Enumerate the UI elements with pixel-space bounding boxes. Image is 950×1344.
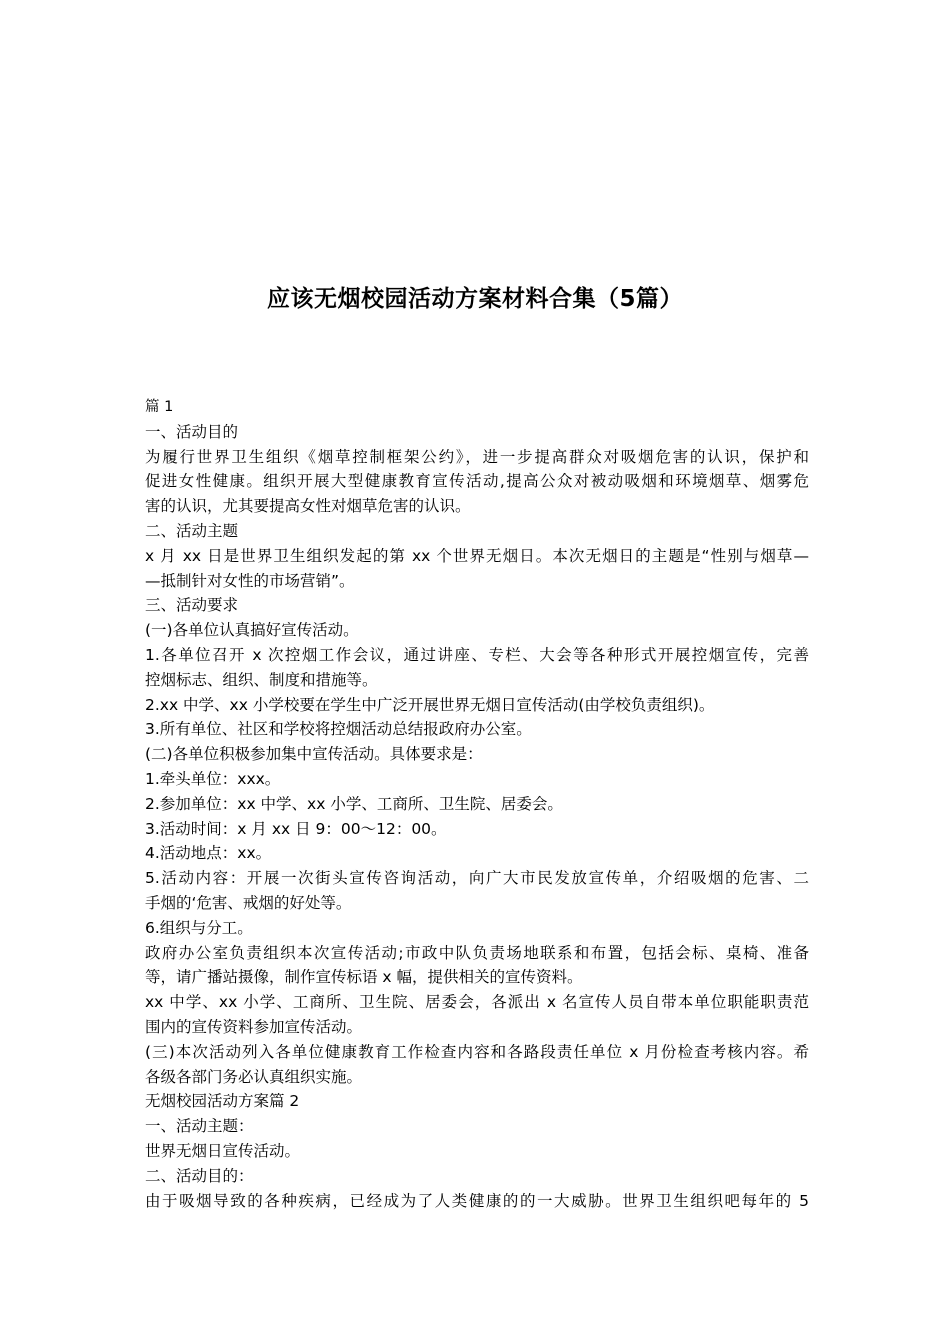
paragraph-line: 手烟的‘危害、戒烟的好处等。 (145, 893, 352, 912)
paragraph-line: 6.组织与分工。 (145, 918, 253, 937)
section-label-1: 篇 1 (145, 399, 174, 415)
paragraph-line: 世界无烟日宣传活动。 (145, 1141, 301, 1160)
heading-activity-purpose-2: 二、活动目的： (145, 1166, 254, 1185)
heading-activity-purpose: 一、活动目的 (145, 422, 239, 441)
subheading-line: (一)各单位认真搞好宣传活动。 (145, 621, 359, 640)
paragraph-line: 促进女性健康。组织开展大型健康教育宣传活动,提高公众对被动吸烟和环境烟草、烟雾危 (145, 472, 809, 491)
paragraph-line: 为履行世界卫生组织《烟草控制框架公约》，进一步提高群众对吸烟危害的认识，保护和 (145, 447, 809, 466)
paragraph-line: 由于吸烟导致的各种疾病，已经成为了人类健康的的一大威胁。世界卫生组织吧每年的 5 (145, 1191, 809, 1210)
paragraph-line: 各级各部门务必认真组织实施。 (145, 1067, 363, 1086)
paragraph-line: 3.所有单位、社区和学校将控烟活动总结报政府办公室。 (145, 720, 532, 739)
paragraph-line: 1.牵头单位：xxx。 (145, 769, 281, 788)
paragraph-line: 2.参加单位：xx 中学、xx 小学、工商所、卫生院、居委会。 (145, 794, 563, 813)
paragraph-line: x 月 xx 日是世界卫生组织发起的第 xx 个世界无烟日。本次无烟日的主题是“性别与烟草— (145, 546, 809, 565)
paragraph-line: 5.活动内容：开展一次街头宣传咨询活动，向广大市民发放宣传单，介绍吸烟的危害、二 (145, 869, 809, 888)
paragraph-line: 1.各单位召开 x 次控烟工作会议，通过讲座、专栏、大会等各种形式开展控烟宣传，完善 (145, 645, 809, 664)
heading-activity-theme-2: 一、活动主题： (145, 1117, 254, 1136)
paragraph-line: 等，请广播站摄像，制作宣传标语 x 幅，提供相关的宣传资料。 (145, 968, 583, 987)
paragraph-line: (三)本次活动列入各单位健康教育工作检查内容和各路段责任单位 x 月份检查考核内容。希 (145, 1042, 809, 1061)
paragraph-line: 围内的宣传资料参加宣传活动。 (145, 1017, 363, 1036)
document-title: 应该无烟校园活动方案材料合集（5篇） (266, 286, 683, 312)
heading-activity-theme: 二、活动主题 (145, 521, 239, 540)
paragraph-line: 害的认识，尤其要提高女性对烟草危害的认识。 (145, 497, 471, 516)
paragraph-line: —抵制针对女性的市场营销”。 (145, 571, 355, 590)
paragraph-line: 3.活动时间：x 月 xx 日 9：00～12：00。 (145, 819, 447, 838)
paragraph-line: 政府办公室负责组织本次宣传活动;市政中队负责场地联系和布置，包括会标、桌椅、准备 (145, 943, 809, 962)
paragraph-line: 控烟标志、组织、制度和措施等。 (145, 670, 378, 689)
section-heading-2: 无烟校园活动方案篇 2 (145, 1092, 300, 1111)
paragraph-line: xx 中学、xx 小学、工商所、卫生院、居委会，各派出 x 名宣传人员自带本单位职能职责范 (145, 993, 809, 1012)
subheading-line: (二)各单位积极参加集中宣传活动。具体要求是： (145, 745, 483, 764)
document-body (145, 395, 809, 1213)
paragraph-line: 2.xx 中学、xx 小学校要在学生中广泛开展世界无烟日宣传活动(由学校负责组织)。 (145, 695, 715, 714)
heading-activity-requirements: 三、活动要求 (145, 596, 239, 615)
paragraph-line: 4.活动地点：xx。 (145, 844, 272, 863)
